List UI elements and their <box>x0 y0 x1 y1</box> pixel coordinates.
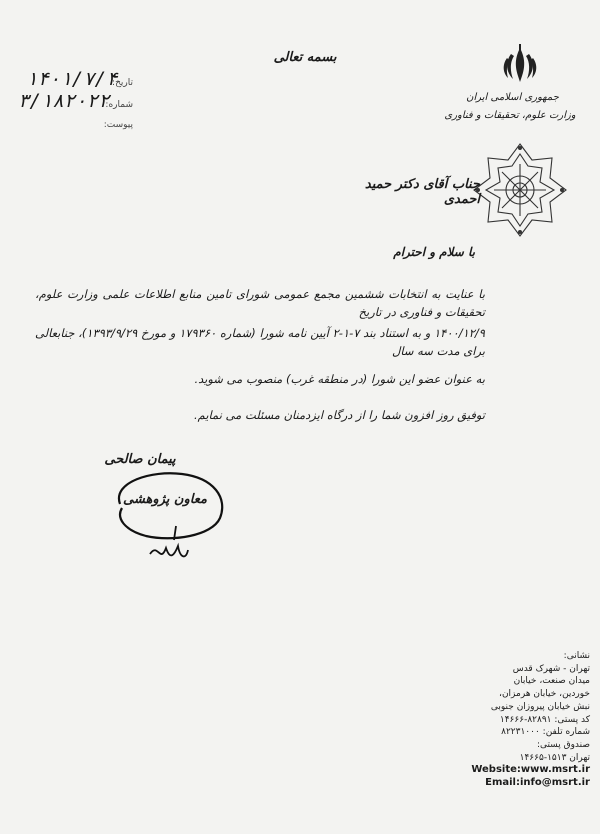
date-value: ۱۴۰۱/۷/۴ <box>26 68 118 90</box>
decorative-ornament-icon <box>470 140 570 240</box>
email-link[interactable]: Email:info@msrt.ir <box>485 777 590 789</box>
body-line: ۱۴۰۰/۱۲/۹ و به استناد بند ۷-۱-۲ آیین نامه شورا (شماره ۱۷۹۳۶۰ و مورخ ۱۳۹۳/۹/۲۹)، جنابعالی برای مدت سه سال <box>35 326 485 358</box>
body-line: با عنایت به انتخابات ششمین مجمع عمومی شورای تامین منابع اطلاعات علمی وزارت علوم، تحقیقات و فناوری در تاریخ <box>35 287 485 319</box>
footer-line: میدان صنعت، خیابان <box>513 676 590 687</box>
salutation: با سلام و احترام <box>393 245 475 259</box>
signer-title: معاون پژوهشی <box>123 492 207 507</box>
footer-line: شماره تلفن: ۸۲۲۳۱۰۰۰ <box>501 727 590 738</box>
number-label: شماره: <box>105 100 133 110</box>
footer-line: خوردین، خیابان هرمزان، <box>499 689 590 700</box>
bismillah-heading: بسمه تعالی <box>273 50 337 65</box>
footer-line: کد پستی: ۸۲۸۹۱-۱۴۶۶۶ <box>499 714 590 725</box>
number-row <box>18 90 133 116</box>
footer-line: تهران ۱۵۱۳-۱۴۶۶۵ <box>519 752 590 763</box>
body-line: توفیق روز افزون شما را از درگاه ایزدمنان مسئلت می نمایم. <box>194 408 485 422</box>
website-link[interactable]: Website:www.msrt.ir <box>471 764 590 776</box>
attachment-label: پیوست: <box>103 120 133 130</box>
footer-line: نبش خیابان پیروزان جنوبی <box>490 701 590 712</box>
number-value: ۳/۱۸۲۰۲۲ <box>18 90 110 112</box>
iran-emblem-icon <box>497 42 543 88</box>
footer-line: صندوق پستی: <box>536 739 590 750</box>
attachment-row <box>18 120 133 134</box>
handwritten-signature <box>140 520 200 570</box>
footer-line: تهران - شهرک قدس <box>512 663 590 674</box>
signer-name: پیمان صالحی <box>104 452 176 467</box>
footer-address <box>440 650 590 790</box>
date-row <box>18 70 133 92</box>
org-country: جمهوری اسلامی ایران <box>466 92 559 103</box>
footer-line: نشانی: <box>563 651 590 661</box>
body-line: به عنوان عضو این شورا (در منطقه غرب) منصوب می شوید. <box>194 372 485 386</box>
date-label: تاریخ: <box>112 78 133 88</box>
org-ministry: وزارت علوم، تحقیقات و فناوری <box>444 110 576 121</box>
addressee: جناب آقای دکتر حمید احمدی <box>364 177 480 207</box>
